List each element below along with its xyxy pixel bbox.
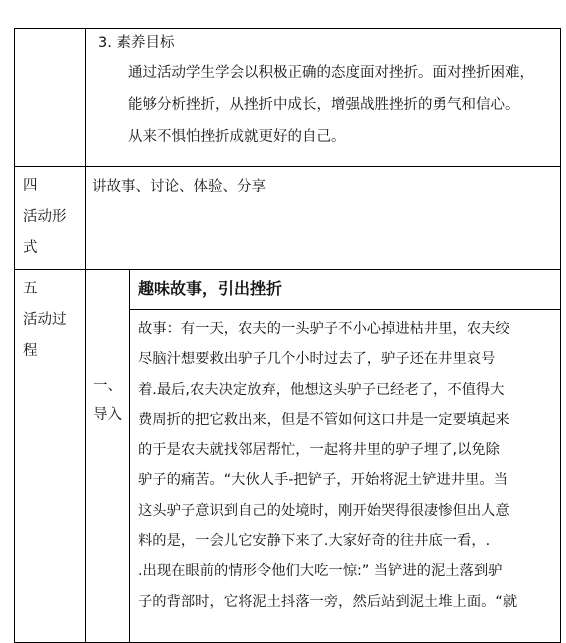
story-line: 着.最后,农夫决定放弃，他想这头驴子已经老了，不值得大	[138, 381, 505, 398]
goals-cell	[86, 29, 561, 167]
process-content-cell	[130, 270, 561, 643]
story-text	[130, 310, 560, 617]
goals-row	[15, 29, 561, 167]
story-line: 料的是，一会儿它安静下来了.大家好奇的往井底一看，.	[138, 533, 491, 550]
method-label: 式	[23, 240, 38, 256]
method-label: 活动形	[23, 209, 67, 225]
step-title: 趣味故事，引出挫折	[130, 270, 560, 310]
process-step-label	[86, 372, 129, 430]
process-step-cell	[86, 270, 130, 643]
goals-body	[128, 57, 556, 153]
step-name: 导入	[93, 407, 122, 423]
method-content: 讲故事、讨论、体验、分享	[92, 179, 266, 195]
story-line: 驴子的痛苦。“大伙人手-把铲子，开始将泥土铲进井里。当	[138, 472, 508, 489]
method-label: 四	[23, 178, 38, 194]
story-line: 尽脑汁想要救出驴子几个小时过去了，驴子还在井里哀号	[138, 351, 496, 368]
activity-plan-table	[14, 28, 561, 643]
method-label-cell	[15, 167, 86, 270]
story-line: 故事：有一天，农夫的一头驴子不小心掉进枯井里，农夫绞	[138, 321, 510, 337]
process-row	[15, 270, 561, 643]
goals-line: 从来不惧怕挫折成就更好的自己。	[128, 129, 346, 145]
process-label-cell	[15, 270, 86, 643]
method-row	[15, 167, 561, 270]
story-line: 的于是农夫就找邻居帮忙，一起将井里的驴子埋了,以免除	[138, 442, 500, 459]
goals-label-cell	[15, 29, 86, 167]
process-label: 程	[23, 343, 38, 359]
step-number: 一、	[93, 378, 122, 394]
process-label: 活动过	[23, 312, 67, 328]
process-label: 五	[23, 281, 38, 297]
story-line: .出现在眼前的情形令他们大吃一惊:” 当铲进的泥土落到驴	[138, 563, 503, 580]
story-line: 这头驴子意识到自己的处境时，刚开始哭得很凄惨但出人意	[138, 502, 510, 519]
story-line: 子的背部时，它将泥土抖落一旁，然后站到泥土堆上面。“就	[138, 593, 518, 610]
goals-line: 能够分析挫折，从挫折中成长，增强战胜挫折的勇气和信心。	[128, 97, 520, 113]
goals-line: 通过活动学生学会以积极正确的态度面对挫折。面对挫折困难，	[128, 65, 534, 81]
goals-heading: 3. 素养目标	[98, 35, 175, 51]
story-line: 费周折的把它救出来，但是不管如何这口井是一定要填起来	[138, 411, 510, 428]
method-content-cell	[86, 167, 561, 270]
